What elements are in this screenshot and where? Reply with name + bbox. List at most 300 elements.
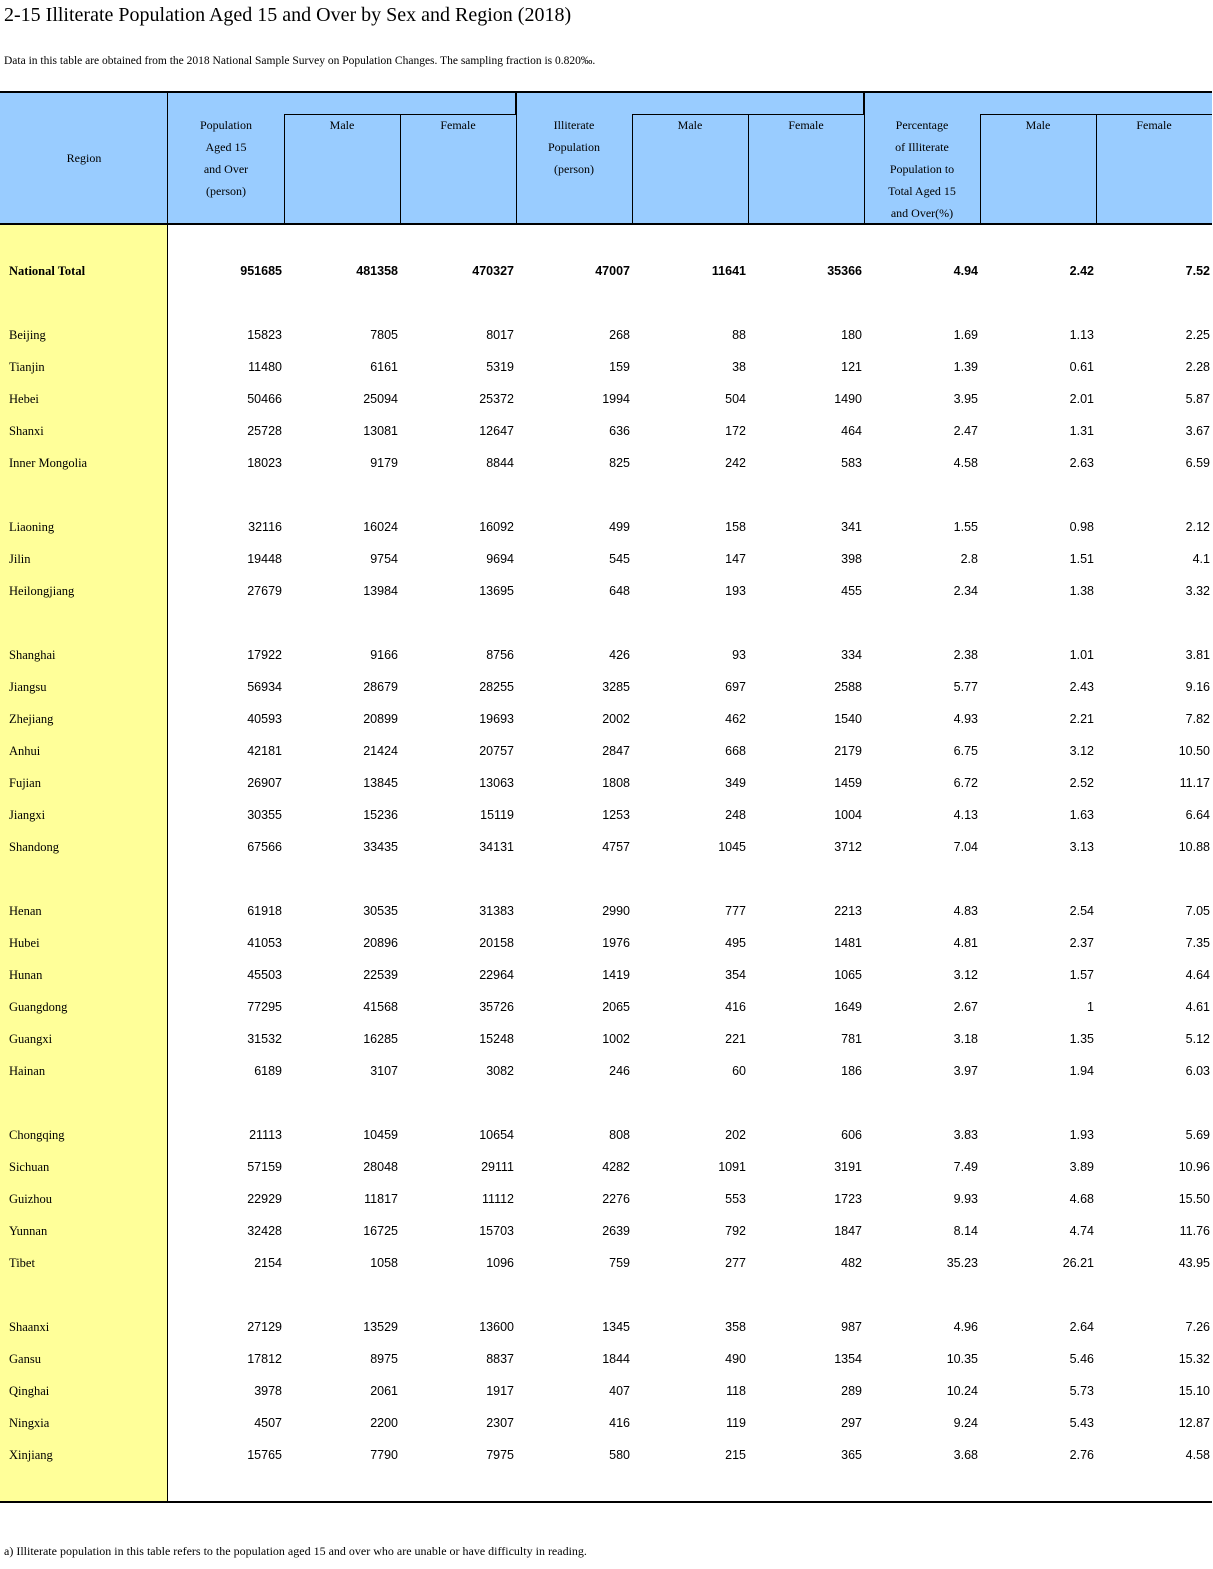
table-bottom-border bbox=[0, 1501, 1212, 1503]
table-cell: 22929 bbox=[247, 1192, 282, 1206]
table-cell: 31383 bbox=[479, 904, 514, 918]
table-cell: 26.21 bbox=[1062, 1256, 1094, 1270]
table-cell: 9694 bbox=[486, 552, 514, 566]
region-name: Tianjin bbox=[9, 360, 45, 374]
region-name: Tibet bbox=[9, 1256, 35, 1270]
table-cell: 759 bbox=[609, 1256, 630, 1270]
table-cell: 8756 bbox=[486, 648, 514, 662]
table-cell: 27129 bbox=[247, 1320, 282, 1334]
table-cell: 6.75 bbox=[953, 744, 978, 758]
table-cell: 11.76 bbox=[1179, 1224, 1210, 1238]
table-cell: 2639 bbox=[602, 1224, 630, 1238]
table-cell: 10.24 bbox=[946, 1384, 978, 1398]
table-cell: 1.69 bbox=[953, 328, 978, 342]
table-cell: 2.8 bbox=[960, 552, 978, 566]
table-cell: 2.63 bbox=[1069, 456, 1094, 470]
table-cell: 297 bbox=[841, 1416, 862, 1430]
table-cell: 118 bbox=[726, 1384, 746, 1398]
table-cell: 13081 bbox=[363, 424, 398, 438]
table-cell: 5.77 bbox=[953, 680, 978, 694]
table-cell: 636 bbox=[609, 424, 630, 438]
region-name: Liaoning bbox=[9, 520, 55, 534]
header-population: Population Aged 15 and Over (person) bbox=[199, 118, 252, 198]
table-cell: 462 bbox=[725, 712, 746, 726]
table-cell: 32428 bbox=[247, 1224, 282, 1238]
col-divider bbox=[632, 114, 633, 224]
table-cell: 2.34 bbox=[953, 584, 978, 598]
table-cell: 15248 bbox=[479, 1032, 514, 1046]
table-cell: 215 bbox=[725, 1448, 746, 1462]
table-cell: 1065 bbox=[834, 968, 862, 982]
table-cell: 2061 bbox=[370, 1384, 398, 1398]
table-cell: 3.83 bbox=[953, 1128, 978, 1142]
table-cell: 6.64 bbox=[1185, 808, 1210, 822]
table-cell: 1354 bbox=[834, 1352, 862, 1366]
table-cell: 2847 bbox=[602, 744, 630, 758]
region-name: National Total bbox=[9, 264, 86, 278]
table-cell: 2.54 bbox=[1069, 904, 1094, 918]
table-cell: 490 bbox=[725, 1352, 746, 1366]
table-cell: 4.58 bbox=[1185, 1448, 1210, 1462]
table-cell: 648 bbox=[609, 584, 630, 598]
table-cell: 8017 bbox=[486, 328, 514, 342]
table-cell: 5.46 bbox=[1069, 1352, 1094, 1366]
table-cell: 12647 bbox=[479, 424, 514, 438]
table-cell: 1253 bbox=[602, 808, 630, 822]
table-cell: 5.69 bbox=[1185, 1128, 1210, 1142]
region-name: Jiangxi bbox=[9, 808, 46, 822]
region-name: Gansu bbox=[9, 1352, 41, 1366]
table-cell: 11112 bbox=[482, 1192, 514, 1206]
table-cell: 16725 bbox=[363, 1224, 398, 1238]
table-cell: 1994 bbox=[602, 392, 630, 406]
region-name: Yunnan bbox=[9, 1224, 48, 1238]
table-cell: 29111 bbox=[481, 1160, 514, 1174]
table-cell: 28679 bbox=[363, 680, 398, 694]
table-cell: 47007 bbox=[595, 264, 630, 278]
region-name: Shaanxi bbox=[9, 1320, 50, 1334]
region-name: Hubei bbox=[9, 936, 40, 950]
table-cell: 2.25 bbox=[1185, 328, 1210, 342]
table-cell: 470327 bbox=[472, 264, 514, 278]
table-cell: 21424 bbox=[363, 744, 398, 758]
table-cell: 1 bbox=[1087, 1000, 1094, 1014]
table-cell: 2.38 bbox=[953, 648, 978, 662]
table-cell: 8837 bbox=[486, 1352, 514, 1366]
table-cell: 1091 bbox=[718, 1160, 746, 1174]
table-cell: 3712 bbox=[834, 840, 862, 854]
table-cell: 246 bbox=[609, 1064, 630, 1078]
region-name: Guizhou bbox=[9, 1192, 53, 1206]
header-population-female: Female bbox=[440, 118, 476, 132]
table-cell: 6.59 bbox=[1185, 456, 1210, 470]
header-percentage-male: Male bbox=[1025, 118, 1051, 132]
table-cell: 2.67 bbox=[953, 1000, 978, 1014]
table-cell: 10.50 bbox=[1178, 744, 1210, 758]
table-cell: 4.64 bbox=[1185, 968, 1210, 982]
data-table bbox=[0, 91, 1212, 1503]
table-cell: 20899 bbox=[363, 712, 398, 726]
table-cell: 398 bbox=[841, 552, 862, 566]
table-cell: 2.64 bbox=[1069, 1320, 1094, 1334]
region-name: Guangdong bbox=[9, 1000, 68, 1014]
table-cell: 3.97 bbox=[953, 1064, 978, 1078]
table-cell: 606 bbox=[841, 1128, 862, 1142]
table-cell: 1649 bbox=[834, 1000, 862, 1014]
region-name: Hebei bbox=[9, 392, 39, 406]
table-cell: 1.94 bbox=[1069, 1064, 1094, 1078]
table-cell: 248 bbox=[725, 808, 746, 822]
table-cell: 5.12 bbox=[1185, 1032, 1210, 1046]
table-cell: 4.1 bbox=[1192, 552, 1210, 566]
table-cell: 15.50 bbox=[1178, 1192, 1210, 1206]
table-cell: 158 bbox=[725, 520, 746, 534]
table-cell: 16092 bbox=[479, 520, 514, 534]
table-cell: 7.49 bbox=[953, 1160, 978, 1174]
table-cell: 16285 bbox=[363, 1032, 398, 1046]
table-cell: 27679 bbox=[247, 584, 282, 598]
table-cell: 697 bbox=[725, 680, 746, 694]
table-cell: 583 bbox=[841, 456, 862, 470]
region-name: Inner Mongolia bbox=[9, 456, 88, 470]
table-cell: 15119 bbox=[480, 808, 514, 822]
table-cell: 67566 bbox=[247, 840, 282, 854]
table-cell: 11480 bbox=[248, 360, 282, 374]
table-cell: 9.16 bbox=[1185, 680, 1210, 694]
table-cell: 2.43 bbox=[1069, 680, 1094, 694]
table-cell: 2.37 bbox=[1069, 936, 1094, 950]
table-cell: 7.35 bbox=[1185, 936, 1210, 950]
table-cell: 61918 bbox=[247, 904, 282, 918]
table-cell: 545 bbox=[609, 552, 630, 566]
table-cell: 28255 bbox=[479, 680, 514, 694]
table-cell: 668 bbox=[725, 744, 746, 758]
table-cell: 2276 bbox=[602, 1192, 630, 1206]
table-cell: 8844 bbox=[486, 456, 514, 470]
table-cell: 464 bbox=[841, 424, 862, 438]
table-cell: 38 bbox=[732, 360, 746, 374]
table-cell: 172 bbox=[725, 424, 746, 438]
table-cell: 147 bbox=[725, 552, 746, 566]
table-cell: 0.61 bbox=[1069, 360, 1094, 374]
table-cell: 504 bbox=[725, 392, 746, 406]
table-cell: 3.32 bbox=[1185, 584, 1210, 598]
header-percentage-female: Female bbox=[1136, 118, 1172, 132]
table-cell: 4.94 bbox=[953, 264, 978, 278]
table-cell: 7.82 bbox=[1185, 712, 1210, 726]
table-cell: 8975 bbox=[370, 1352, 398, 1366]
table-cell: 553 bbox=[725, 1192, 746, 1206]
table-cell: 3191 bbox=[834, 1160, 862, 1174]
table-cell: 35726 bbox=[479, 1000, 514, 1014]
table-cell: 25372 bbox=[479, 392, 514, 406]
table-cell: 1.31 bbox=[1069, 424, 1094, 438]
table-cell: 3.95 bbox=[953, 392, 978, 406]
col-divider bbox=[284, 114, 285, 224]
table-cell: 349 bbox=[725, 776, 746, 790]
table-cell: 6161 bbox=[370, 360, 398, 374]
table-subtitle: Data in this table are obtained from the 2018 National Sample Survey on Population Changes. The sampling fraction is 0.820‰. bbox=[4, 55, 596, 67]
table-cell: 481358 bbox=[356, 264, 398, 278]
table-cell: 13984 bbox=[363, 584, 398, 598]
table-cell: 45503 bbox=[247, 968, 282, 982]
table-cell: 1976 bbox=[602, 936, 630, 950]
table-cell: 186 bbox=[841, 1064, 862, 1078]
table-cell: 1002 bbox=[602, 1032, 630, 1046]
region-name: Chongqing bbox=[9, 1128, 65, 1142]
table-cell: 289 bbox=[841, 1384, 862, 1398]
region-name: Shanghai bbox=[9, 648, 56, 662]
table-cell: 781 bbox=[841, 1032, 862, 1046]
table-cell: 25094 bbox=[363, 392, 398, 406]
region-name: Jilin bbox=[9, 552, 31, 566]
table-cell: 4.58 bbox=[953, 456, 978, 470]
table-cell: 9.93 bbox=[953, 1192, 978, 1206]
table-cell: 32116 bbox=[248, 520, 282, 534]
table-cell: 3.89 bbox=[1069, 1160, 1094, 1174]
header-illiterate-male: Male bbox=[677, 118, 703, 132]
table-cell: 3.12 bbox=[1069, 744, 1094, 758]
table-cell: 1419 bbox=[602, 968, 630, 982]
table-cell: 35.23 bbox=[946, 1256, 978, 1270]
table-top-border bbox=[0, 91, 1212, 93]
header-illiterate-female: Female bbox=[788, 118, 824, 132]
table-cell: 3.81 bbox=[1185, 648, 1210, 662]
table-cell: 7975 bbox=[486, 1448, 514, 1462]
table-cell: 1723 bbox=[834, 1192, 862, 1206]
table-cell: 10459 bbox=[363, 1128, 398, 1142]
region-name: Fujian bbox=[9, 776, 41, 790]
table-cell: 7.04 bbox=[953, 840, 978, 854]
table-cell: 25728 bbox=[247, 424, 282, 438]
region-column-divider bbox=[167, 91, 168, 1503]
table-cell: 1459 bbox=[834, 776, 862, 790]
table-cell: 17812 bbox=[247, 1352, 282, 1366]
table-cell: 499 bbox=[609, 520, 630, 534]
table-cell: 15823 bbox=[247, 328, 282, 342]
table-cell: 13695 bbox=[479, 584, 514, 598]
table-cell: 4282 bbox=[602, 1160, 630, 1174]
table-cell: 3285 bbox=[602, 680, 630, 694]
table-cell: 20158 bbox=[479, 936, 514, 950]
table-cell: 6189 bbox=[254, 1064, 282, 1078]
table-cell: 334 bbox=[841, 648, 862, 662]
table-cell: 2990 bbox=[602, 904, 630, 918]
table-cell: 9166 bbox=[370, 648, 398, 662]
table-cell: 1847 bbox=[834, 1224, 862, 1238]
table-cell: 4.74 bbox=[1069, 1224, 1094, 1238]
table-cell: 4507 bbox=[254, 1416, 282, 1430]
table-cell: 2.28 bbox=[1185, 360, 1210, 374]
table-cell: 341 bbox=[841, 520, 862, 534]
table-cell: 60 bbox=[732, 1064, 746, 1078]
table-cell: 193 bbox=[725, 584, 746, 598]
table-cell: 19693 bbox=[479, 712, 514, 726]
table-cell: 2.21 bbox=[1069, 712, 1094, 726]
table-cell: 4.83 bbox=[953, 904, 978, 918]
footnote: a) Illiterate population in this table refers to the population aged 15 and over who are unable or have difficulty in reading. bbox=[4, 1544, 587, 1558]
table-cell: 3.68 bbox=[953, 1448, 978, 1462]
table-cell: 1.38 bbox=[1069, 584, 1094, 598]
table-cell: 1.63 bbox=[1069, 808, 1094, 822]
table-cell: 1345 bbox=[602, 1320, 630, 1334]
table-cell: 825 bbox=[609, 456, 630, 470]
table-cell: 1.93 bbox=[1069, 1128, 1094, 1142]
header-percentage: Percentage of Illiterate Population to Total Aged 15 and Over(%) bbox=[888, 118, 956, 220]
table-cell: 20896 bbox=[363, 936, 398, 950]
table-cell: 15236 bbox=[363, 808, 398, 822]
table-cell: 1490 bbox=[834, 392, 862, 406]
table-cell: 57159 bbox=[247, 1160, 282, 1174]
table-cell: 33435 bbox=[363, 840, 398, 854]
table-cell: 22964 bbox=[479, 968, 514, 982]
table-cell: 5319 bbox=[486, 360, 514, 374]
table-cell: 407 bbox=[609, 1384, 630, 1398]
region-name: Shanxi bbox=[9, 424, 44, 438]
region-name: Sichuan bbox=[9, 1160, 50, 1174]
table-cell: 416 bbox=[725, 1000, 746, 1014]
col-divider bbox=[980, 114, 981, 224]
table-cell: 13063 bbox=[479, 776, 514, 790]
region-name: Shandong bbox=[9, 840, 59, 854]
table-cell: 4757 bbox=[602, 840, 630, 854]
region-name: Hainan bbox=[9, 1064, 46, 1078]
table-cell: 50466 bbox=[247, 392, 282, 406]
table-cell: 28048 bbox=[363, 1160, 398, 1174]
table-cell: 277 bbox=[725, 1256, 746, 1270]
table-cell: 1.57 bbox=[1069, 968, 1094, 982]
table-cell: 1540 bbox=[834, 712, 862, 726]
table-cell: 15765 bbox=[247, 1448, 282, 1462]
table-cell: 1004 bbox=[834, 808, 862, 822]
table-cell: 0.98 bbox=[1069, 520, 1094, 534]
header-bottom-border bbox=[0, 223, 1212, 225]
table-cell: 2065 bbox=[602, 1000, 630, 1014]
table-cell: 159 bbox=[609, 360, 630, 374]
table-cell: 6.72 bbox=[953, 776, 978, 790]
table-cell: 1.51 bbox=[1069, 552, 1094, 566]
table-cell: 7.26 bbox=[1185, 1320, 1210, 1334]
table-cell: 416 bbox=[609, 1416, 630, 1430]
table-cell: 8.14 bbox=[953, 1224, 978, 1238]
table-cell: 354 bbox=[725, 968, 746, 982]
table-cell: 42181 bbox=[247, 744, 282, 758]
table-cell: 1.35 bbox=[1069, 1032, 1094, 1046]
table-cell: 119 bbox=[726, 1416, 746, 1430]
table-cell: 1.13 bbox=[1069, 328, 1094, 342]
table-cell: 10.96 bbox=[1178, 1160, 1210, 1174]
table-cell: 13845 bbox=[363, 776, 398, 790]
table-cell: 268 bbox=[609, 328, 630, 342]
table-cell: 9179 bbox=[370, 456, 398, 470]
page-title: 2-15 Illiterate Population Aged 15 and Over by Sex and Region (2018) bbox=[4, 4, 572, 26]
table-cell: 1058 bbox=[370, 1256, 398, 1270]
table-cell: 15.32 bbox=[1178, 1352, 1210, 1366]
table-cell: 11.17 bbox=[1179, 776, 1210, 790]
table-cell: 41568 bbox=[363, 1000, 398, 1014]
header-illiterate: Illiterate Population (person) bbox=[547, 118, 600, 176]
table-cell: 40593 bbox=[247, 712, 282, 726]
table-cell: 9754 bbox=[370, 552, 398, 566]
table-cell: 3.12 bbox=[953, 968, 978, 982]
header-population-male: Male bbox=[329, 118, 355, 132]
table-cell: 18023 bbox=[247, 456, 282, 470]
region-name: Henan bbox=[9, 904, 42, 918]
table-cell: 4.61 bbox=[1185, 1000, 1210, 1014]
table-cell: 792 bbox=[725, 1224, 746, 1238]
table-cell: 777 bbox=[725, 904, 746, 918]
table-cell: 1.39 bbox=[953, 360, 978, 374]
table-cell: 15.10 bbox=[1178, 1384, 1210, 1398]
table-cell: 34131 bbox=[479, 840, 514, 854]
region-name: Beijing bbox=[9, 328, 46, 342]
table-cell: 365 bbox=[841, 1448, 862, 1462]
header-region: Region bbox=[66, 151, 102, 165]
table-cell: 2307 bbox=[486, 1416, 514, 1430]
table-cell: 2.47 bbox=[953, 424, 978, 438]
col-divider bbox=[748, 114, 749, 224]
region-name: Hunan bbox=[9, 968, 43, 982]
table-cell: 31532 bbox=[247, 1032, 282, 1046]
table-cell: 455 bbox=[841, 584, 862, 598]
table-cell: 1.55 bbox=[953, 520, 978, 534]
table-cell: 9.24 bbox=[953, 1416, 978, 1430]
col-divider bbox=[516, 91, 517, 224]
table-cell: 35366 bbox=[827, 264, 862, 278]
table-cell: 121 bbox=[841, 360, 862, 374]
table-cell: 2.42 bbox=[1069, 264, 1094, 278]
table-cell: 7805 bbox=[370, 328, 398, 342]
table-cell: 41053 bbox=[247, 936, 282, 950]
table-cell: 2200 bbox=[370, 1416, 398, 1430]
table-cell: 2.52 bbox=[1069, 776, 1094, 790]
table-cell: 93 bbox=[732, 648, 746, 662]
region-name: Ningxia bbox=[9, 1416, 50, 1430]
table-cell: 242 bbox=[725, 456, 746, 470]
table-cell: 77295 bbox=[247, 1000, 282, 1014]
table-cell: 7.52 bbox=[1185, 264, 1210, 278]
table-cell: 4.13 bbox=[953, 808, 978, 822]
table-cell: 17922 bbox=[247, 648, 282, 662]
table-cell: 3082 bbox=[486, 1064, 514, 1078]
table-cell: 5.43 bbox=[1069, 1416, 1094, 1430]
table-cell: 43.95 bbox=[1178, 1256, 1210, 1270]
col-divider bbox=[864, 91, 865, 224]
table-cell: 15703 bbox=[479, 1224, 514, 1238]
table-cell: 1917 bbox=[486, 1384, 514, 1398]
region-name: Heilongjiang bbox=[9, 584, 75, 598]
table-cell: 4.96 bbox=[953, 1320, 978, 1334]
table-cell: 2588 bbox=[834, 680, 862, 694]
table-cell: 358 bbox=[725, 1320, 746, 1334]
table-cell: 2179 bbox=[834, 744, 862, 758]
table-cell: 3.18 bbox=[953, 1032, 978, 1046]
table-cell: 5.73 bbox=[1069, 1384, 1094, 1398]
table-cell: 22539 bbox=[363, 968, 398, 982]
table-cell: 5.87 bbox=[1185, 392, 1210, 406]
table-cell: 11817 bbox=[364, 1192, 398, 1206]
table-cell: 808 bbox=[609, 1128, 630, 1142]
table-cell: 10.35 bbox=[946, 1352, 978, 1366]
region-name: Xinjiang bbox=[9, 1448, 53, 1462]
table-cell: 7.05 bbox=[1185, 904, 1210, 918]
table-cell: 1808 bbox=[602, 776, 630, 790]
table-cell: 13529 bbox=[363, 1320, 398, 1334]
table-cell: 4.81 bbox=[953, 936, 978, 950]
table-cell: 2213 bbox=[834, 904, 862, 918]
table-cell: 30535 bbox=[363, 904, 398, 918]
region-name: Guangxi bbox=[9, 1032, 53, 1046]
